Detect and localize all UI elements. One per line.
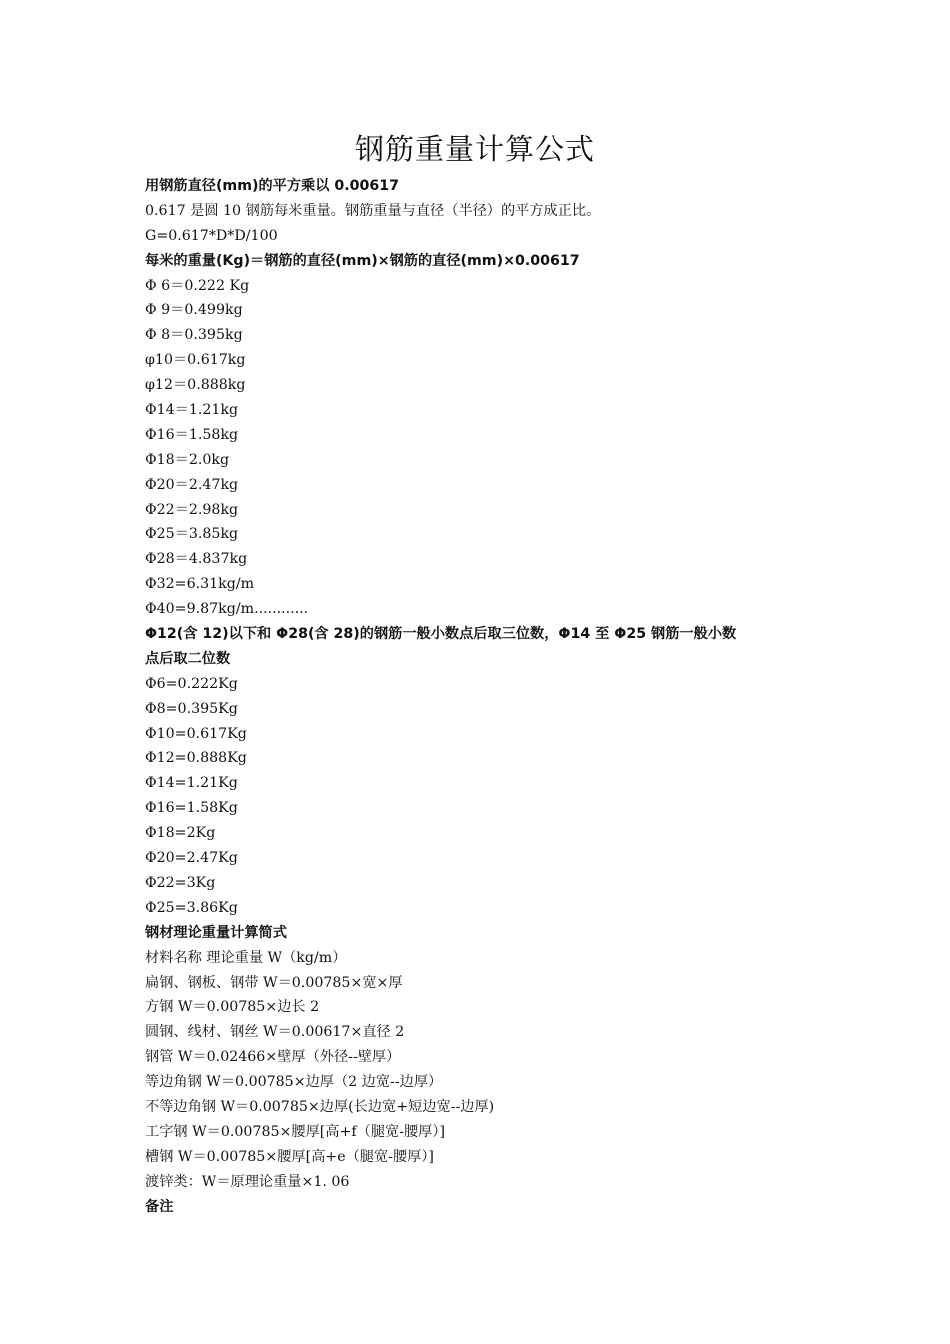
- text-line: 工字钢 W＝0.00785×腰厚[高+f（腿宽-腰厚）]: [145, 1123, 445, 1140]
- heading-line: 点后取二位数: [145, 650, 231, 667]
- text-line: Φ16=1.58Kg: [145, 800, 238, 817]
- text-line: Φ25＝3.85kg: [145, 526, 239, 543]
- text-line: 渡锌类：W＝原理论重量×1. 06: [145, 1173, 350, 1190]
- text-line: Φ 9＝0.499kg: [145, 302, 243, 319]
- heading-line: 备注: [145, 1198, 174, 1215]
- text-line: Φ10=0.617Kg: [145, 725, 247, 742]
- text-line: Φ14＝1.21kg: [145, 402, 239, 419]
- text-line: φ12＝0.888kg: [145, 377, 246, 394]
- text-line: Φ 8＝0.395kg: [145, 327, 243, 344]
- text-line: φ10＝0.617kg: [145, 352, 246, 369]
- text-line: Φ40=9.87kg/m............: [145, 601, 309, 618]
- text-line: Φ18=2Kg: [145, 825, 216, 842]
- text-line: 0.617 是圆 10 钢筋每米重量。钢筋重量与直径（半径）的平方成正比。: [145, 202, 601, 219]
- text-line: Φ14=1.21Kg: [145, 775, 238, 792]
- text-line: 钢管 W＝0.02466×壁厚（外径--壁厚）: [145, 1049, 401, 1066]
- heading-line: Φ12(含 12)以下和 Φ28(含 28)的钢筋一般小数点后取三位数，Φ14 至 Φ25 钢筋一般小数: [145, 626, 737, 643]
- text-line: 圆钢、线材、钢丝 W＝0.00617×直径 2: [145, 1024, 405, 1041]
- text-line: Φ25=3.86Kg: [145, 899, 238, 916]
- text-line: Φ22=3Kg: [145, 874, 216, 891]
- document-title: 钢筋重量计算公式: [354, 132, 595, 166]
- heading-line: 用钢筋直径(mm)的平方乘以 0.00617: [145, 178, 399, 194]
- document-body: [145, 174, 815, 1219]
- text-line: 槽钢 W＝0.00785×腰厚[高+e（腿宽-腰厚）]: [145, 1148, 434, 1165]
- text-line: Φ16＝1.58kg: [145, 426, 239, 443]
- text-line: Φ22＝2.98kg: [145, 501, 239, 518]
- text-line: Φ8=0.395Kg: [145, 700, 238, 717]
- text-line: 不等边角钢 W＝0.00785×边厚(长边宽+短边宽--边厚): [145, 1098, 495, 1115]
- text-line: Φ20=2.47Kg: [145, 850, 238, 867]
- text-line: Φ32=6.31kg/m: [145, 576, 255, 593]
- text-line: Φ6=0.222Kg: [145, 675, 238, 692]
- text-line: 方钢 W＝0.00785×边长 2: [145, 999, 320, 1016]
- text-line: Φ28＝4.837kg: [145, 551, 248, 568]
- heading-line: 钢材理论重量计算简式: [145, 924, 287, 941]
- text-line: Φ18＝2.0kg: [145, 451, 230, 468]
- text-line: Φ20＝2.47kg: [145, 476, 239, 493]
- text-line: Φ12=0.888Kg: [145, 750, 247, 767]
- text-line: 等边角钢 W＝0.00785×边厚（2 边宽--边厚）: [145, 1074, 443, 1091]
- text-line: 材料名称 理论重量 W（kg/m）: [145, 949, 347, 966]
- text-line: G=0.617*D*D/100: [145, 227, 278, 244]
- heading-line: 每米的重量(Kg)＝钢筋的直径(mm)×钢筋的直径(mm)×0.00617: [145, 252, 580, 269]
- text-line: 扁钢、钢板、钢带 W＝0.00785×宽×厚: [145, 974, 403, 991]
- text-line: Φ 6＝0.222 Kg: [145, 277, 250, 294]
